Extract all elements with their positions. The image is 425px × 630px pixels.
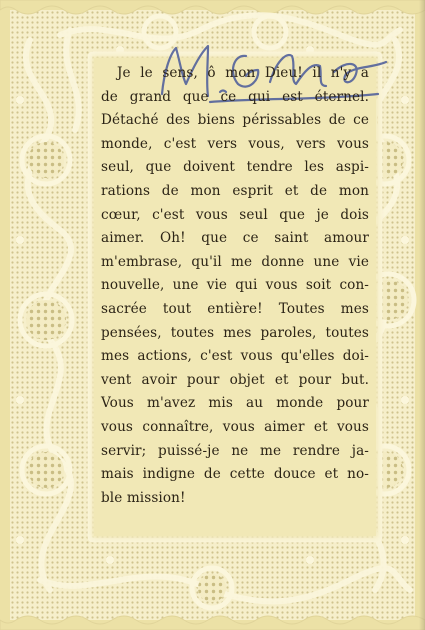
prayer-line: rations de mon esprit et de mon [101, 182, 369, 199]
prayer-line: monde, c'est vers vous, vers vous [101, 135, 369, 152]
prayer-line: aimer. Oh! que ce saint amour [101, 230, 369, 247]
prayer-line: servir; puissé-je ne me rendre ja- [101, 442, 369, 459]
prayer-line: vent avoir pour objet et pour but. [101, 371, 369, 388]
prayer-line: mes actions, c'est vous qu'elles doi- [101, 348, 369, 365]
prayer-line: cœur, c'est vous seul que je dois [101, 206, 369, 223]
prayer-line: m'embrase, qu'il me donne une vie [101, 253, 369, 270]
prayer-line: mais indigne de cette douce et no- [101, 466, 369, 483]
prayer-line: seul, que doivent tendre les aspi- [101, 159, 369, 176]
prayer-line: Vous m'avez mis au monde pour [101, 395, 369, 412]
prayer-line: sacrée tout entière! Toutes mes [101, 300, 369, 317]
prayer-line: vous connaître, vous aimer et vous [101, 418, 369, 435]
prayer-line: nouvelle, une vie qui vous soit con- [101, 277, 369, 294]
card-edge [419, 0, 425, 630]
prayer-line: pensées, toutes mes paroles, toutes [101, 324, 369, 341]
prayer-line: de grand que ce qui est éternel. [101, 88, 369, 105]
prayer-line: Détaché des biens périssables de ce [101, 112, 369, 129]
prayer-text [101, 62, 369, 510]
prayer-line: ble mission! [101, 489, 186, 506]
prayer-line: Je le sens, ô mon Dieu! il n'y a [117, 65, 369, 81]
